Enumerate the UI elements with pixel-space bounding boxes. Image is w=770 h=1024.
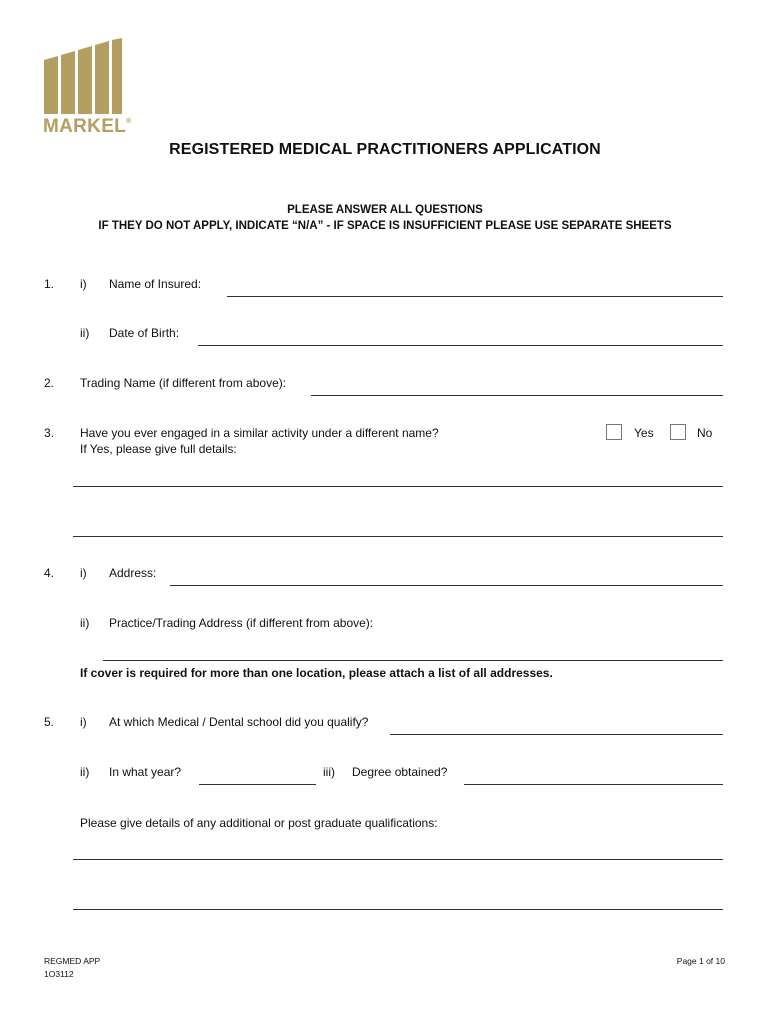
q3-details-line-2[interactable]	[73, 536, 723, 537]
page-title: REGISTERED MEDICAL PRACTITIONERS APPLICATION	[169, 141, 601, 158]
degree-obtained-field[interactable]	[464, 784, 723, 785]
q3-sub-label: If Yes, please give full details:	[80, 442, 237, 456]
q4-practice-address-label: Practice/Trading Address (if different from above):	[109, 616, 374, 630]
q2-label: Trading Name (if different from above):	[80, 376, 287, 390]
q1-i-number: i)	[80, 277, 87, 291]
no-checkbox[interactable]	[670, 424, 686, 440]
additional-qualifications-label: Please give details of any additional or post graduate qualifications:	[80, 816, 438, 830]
markel-logo-mark	[44, 38, 124, 114]
trading-name-field[interactable]	[311, 395, 723, 396]
form-code: REGMED APP	[44, 956, 101, 966]
instruction-line-2: IF THEY DO NOT APPLY, INDICATE “N/A” - IF SPACE IS INSUFFICIENT PLEASE USE SEPARATE SHEETS	[98, 220, 672, 232]
yes-checkbox[interactable]	[606, 424, 622, 440]
q4-address-label: Address:	[109, 566, 157, 580]
q1-name-label: Name of Insured:	[109, 277, 202, 291]
form-version: 1O3112	[44, 969, 74, 979]
q5-number: 5.	[44, 715, 55, 729]
no-label: No	[697, 426, 713, 440]
q1-ii-number: ii)	[80, 326, 90, 340]
q5-year-label: In what year?	[109, 765, 182, 779]
q4-ii-number: ii)	[80, 616, 90, 630]
instruction-line-1: PLEASE ANSWER ALL QUESTIONS	[287, 204, 483, 216]
additional-qualifications-line-1[interactable]	[73, 859, 723, 860]
name-of-insured-field[interactable]	[227, 296, 723, 297]
q3-label: Have you ever engaged in a similar activity under a different name?	[80, 426, 439, 440]
q3-number: 3.	[44, 426, 55, 440]
q5-iii-number: iii)	[323, 765, 335, 779]
q5-ii-number: ii)	[80, 765, 90, 779]
q5-school-label: At which Medical / Dental school did you qualify?	[109, 715, 369, 729]
q3-details-line-1[interactable]	[73, 486, 723, 487]
q4-i-number: i)	[80, 566, 87, 580]
q5-degree-label: Degree obtained?	[352, 765, 448, 779]
yes-label: Yes	[634, 426, 654, 440]
q1-number: 1.	[44, 277, 55, 291]
q1-dob-label: Date of Birth:	[109, 326, 180, 340]
multiple-locations-note: If cover is required for more than one location, please attach a list of all addresses.	[80, 666, 553, 680]
practice-address-field[interactable]	[103, 660, 723, 661]
q4-number: 4.	[44, 566, 55, 580]
page-number: Page 1 of 10	[676, 956, 725, 966]
additional-qualifications-line-2[interactable]	[73, 909, 723, 910]
q5-i-number: i)	[80, 715, 87, 729]
markel-wordmark: MARKEL®	[43, 116, 132, 137]
address-field[interactable]	[170, 585, 723, 586]
q2-number: 2.	[44, 376, 55, 390]
date-of-birth-field[interactable]	[198, 345, 723, 346]
medical-school-field[interactable]	[390, 734, 723, 735]
qualification-year-field[interactable]	[199, 784, 316, 785]
